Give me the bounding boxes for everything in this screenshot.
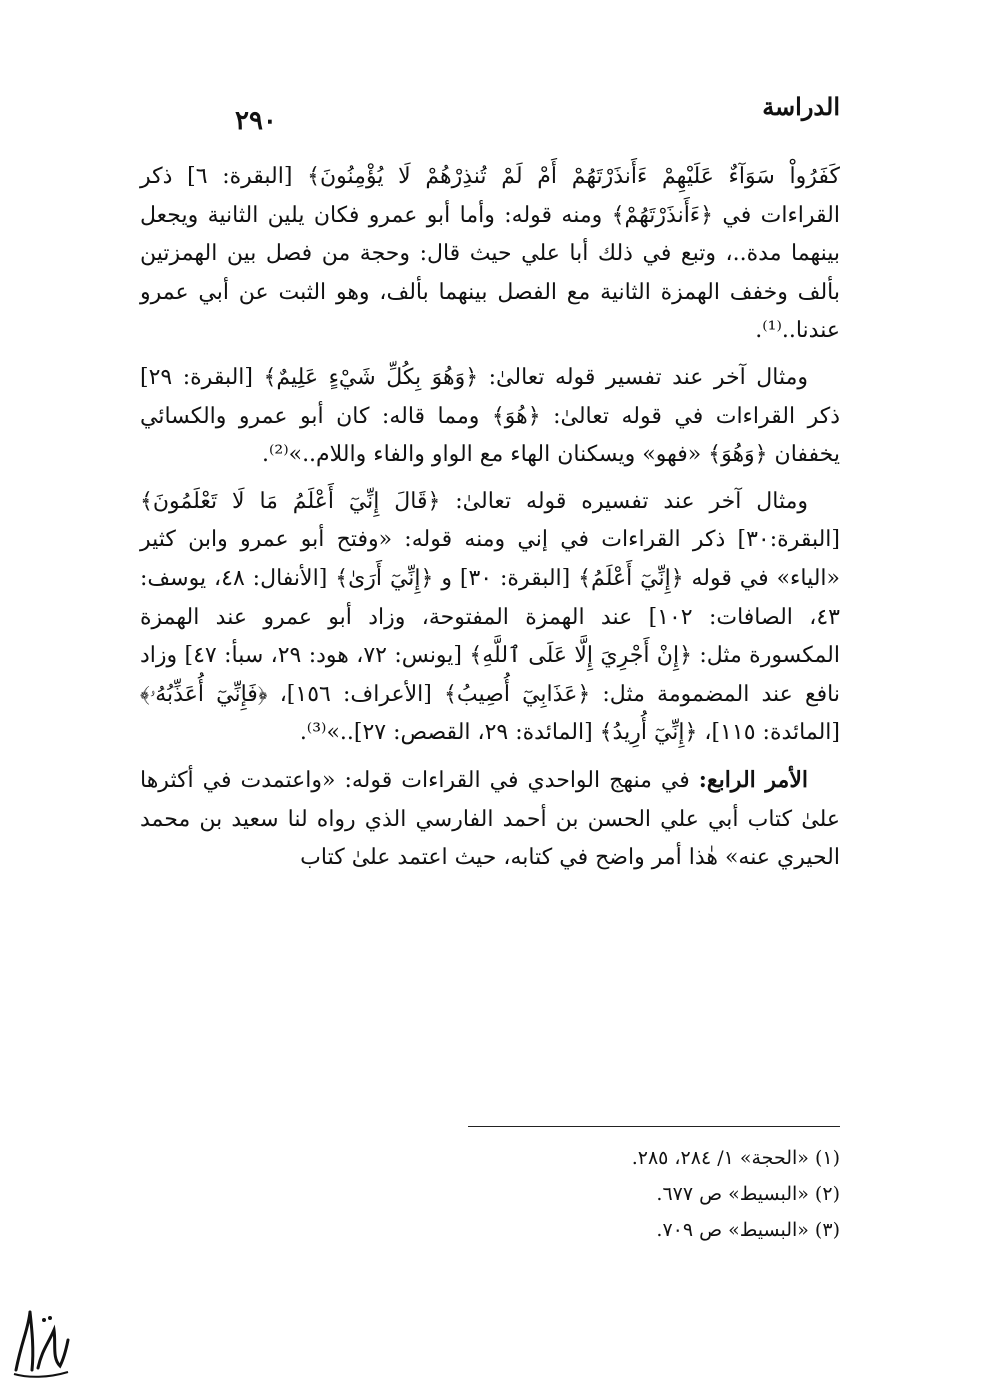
footnotes xyxy=(420,1140,840,1248)
footnote: (٢) «البسيط» ص ٦٧٧. xyxy=(656,1183,840,1205)
body-text xyxy=(140,158,840,886)
section-text: في منهج الواحدي في القراءات قوله: «واعتمدت في أكثرها علىٰ كتاب أبي علي الحسن بن أحمد الفارسي الذي رواه لنا سعيد بن محمد الحيري عنه» هٰذا أمر واضح في كتابه، حيث اعتمد علىٰ كتاب xyxy=(140,767,840,871)
calligraphy-logo-icon xyxy=(8,1300,72,1382)
footnote: (١) «الحجة» ١/ ٢٨٤، ٢٨٥. xyxy=(631,1147,840,1169)
section-lead: الأمر الرابع: xyxy=(698,766,808,793)
body-paragraph: كَفَرُواْ سَوَآءٌ عَلَيْهِمْ ءَأَنذَرْتَهُمْ أَمْ لَمْ تُنذِرْهُمْ لَا يُؤْمِنُونَ﴾ [البقرة: ٦] ذكر القراءات في ﴿ءَأَنذَرْتَهُمْ﴾ ومنه قوله: وأما أبو عمرو فكان يلين الثانية ويجعل بينهما مدة..، وتبع في ذلك أبا علي حيث قال: وحجة من فصل بين الهمزتين بألف وخفف الهمزة الثانية مع الفصل بينهما بألف، وهو الثبت عن أبي عمرو عندنا..⁽¹⁾. xyxy=(140,164,840,344)
running-header-title: الدراسة xyxy=(762,92,840,121)
body-paragraph: ومثال آخر عند تفسيره قوله تعالىٰ: ﴿قَالَ إِنِّيٓ أَعْلَمُ مَا لَا تَعْلَمُونَ﴾ [البقرة:٣٠] ذكر القراءات في إني ومنه قوله: «وفتح أبو عمرو وابن كثير «الياء» في قوله ﴿إِنِّيٓ أَعْلَمُ﴾ [البقرة: ٣٠] و ﴿إِنِّيٓ أَرَىٰ﴾ [الأنفال: ٤٨، يوسف: ٤٣، الصافات: ١٠٢] عند الهمزة المفتوحة، وزاد أبو عمرو عند الهمزة المكسورة مثل: ﴿إِنْ أَجْرِيَ إِلَّا عَلَى ٱللَّهِ﴾ [يونس: ٧٢، هود: ٢٩، سبأ: ٤٧] وزاد نافع عند المضمومة مثل: ﴿عَذَابِيٓ أُصِيبُ﴾ [الأعراف: ١٥٦]، ﴿فَإِنِّيٓ أُعَذِّبُهُۥ﴾ [المائدة: ١١٥]، ﴿إِنِّيٓ أُرِيدُ﴾ [المائدة: ٢٩، القصص: ٢٧]..»⁽³⁾. xyxy=(140,488,840,746)
body-paragraph: ومثال آخر عند تفسير قوله تعالىٰ: ﴿وَهُوَ بِكُلِّ شَيْءٍ عَلِيمٌ﴾ [البقرة: ٢٩] ذكر القراءات في قوله تعالىٰ: ﴿هُوَ﴾ ومما قاله: كان أبو عمرو والكسائي يخففان ﴿وَهُوَ﴾ «فهو» ويسكنان الهاء مع الواو والفاء واللام..»⁽²⁾. xyxy=(140,364,840,468)
section-paragraph xyxy=(140,761,840,878)
footnote: (٣) «البسيط» ص ٧٠٩. xyxy=(656,1219,840,1241)
footnote-divider xyxy=(468,1126,840,1127)
page-number: ٢٩٠ xyxy=(235,106,277,136)
